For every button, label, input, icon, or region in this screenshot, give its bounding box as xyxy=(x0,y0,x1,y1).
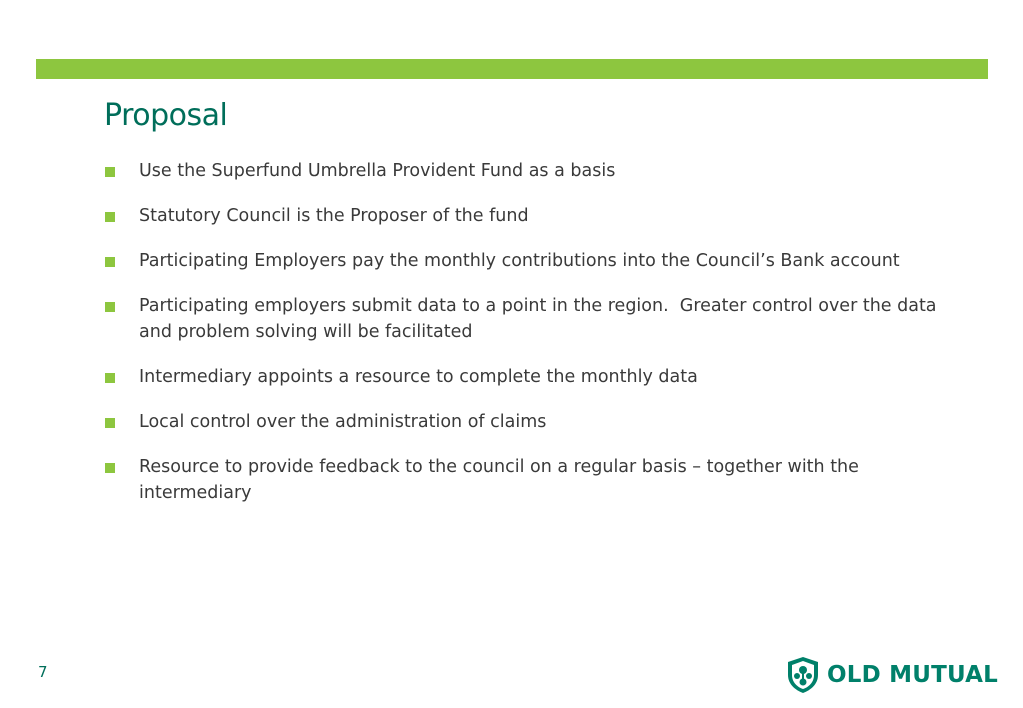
square-bullet-icon xyxy=(105,212,115,222)
bullet-text: Local control over the administration of claims xyxy=(139,412,547,432)
square-bullet-icon xyxy=(105,463,115,473)
bullet-list xyxy=(104,158,974,525)
square-bullet-icon xyxy=(105,257,115,267)
bullet-text: Participating Employers pay the monthly contributions into the Council’s Bank account xyxy=(139,251,900,271)
bullet-item xyxy=(104,158,974,184)
bullet-item xyxy=(104,409,974,435)
bullet-text: Use the Superfund Umbrella Provident Fund as a basis xyxy=(139,161,616,181)
slide-title: Proposal xyxy=(104,98,228,133)
bullet-item xyxy=(104,454,974,506)
bullet-item xyxy=(104,364,974,390)
old-mutual-logo xyxy=(786,655,998,695)
header-accent-bar xyxy=(36,59,988,79)
logo-text: OLD MUTUAL xyxy=(827,662,998,688)
square-bullet-icon xyxy=(105,302,115,312)
bullet-text: Intermediary appoints a resource to complete the monthly data xyxy=(139,367,698,387)
bullet-text: Statutory Council is the Proposer of the fund xyxy=(139,206,529,226)
bullet-item xyxy=(104,248,974,274)
bullet-text: Participating employers submit data to a point in the region. Greater control over the data and problem solving will be facilitated xyxy=(139,296,943,342)
page-number: 7 xyxy=(38,663,48,681)
square-bullet-icon xyxy=(105,418,115,428)
old-mutual-crest-icon xyxy=(786,656,820,694)
bullet-item xyxy=(104,203,974,229)
bullet-item xyxy=(104,293,974,345)
bullet-text: Resource to provide feedback to the council on a regular basis – together with the intermediary xyxy=(139,457,859,503)
square-bullet-icon xyxy=(105,373,115,383)
square-bullet-icon xyxy=(105,167,115,177)
